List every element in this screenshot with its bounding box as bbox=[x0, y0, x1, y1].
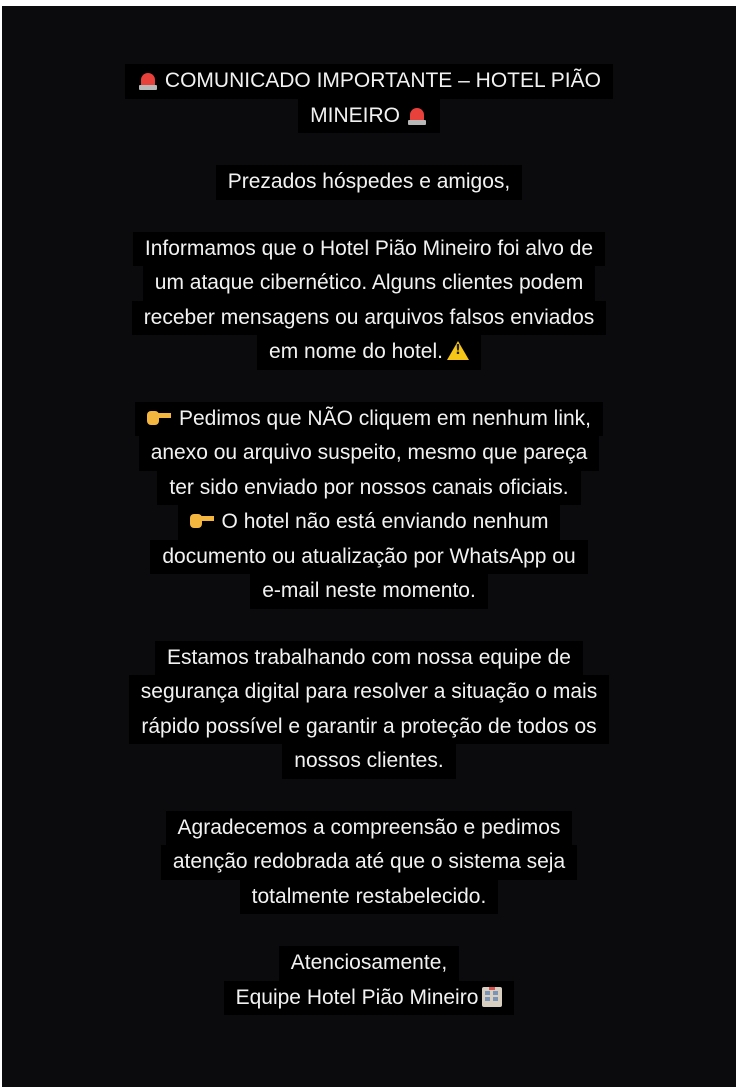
announcement-title bbox=[2, 64, 736, 133]
text-line: Estamos trabalhando com nossa equipe de bbox=[155, 641, 583, 676]
text-line: Informamos que o Hotel Pião Mineiro foi alvo de bbox=[133, 232, 605, 267]
text-line: atenção redobrada até que o sistema seja bbox=[161, 845, 577, 880]
closing-line: Atenciosamente, bbox=[279, 946, 459, 981]
greeting bbox=[2, 165, 736, 200]
text-line: Pedimos que NÃO cliquem em nenhum link, bbox=[135, 402, 603, 437]
signature-line: Equipe Hotel Pião Mineiro bbox=[224, 981, 515, 1016]
text-line: rápido possível e garantir a proteção de todos os bbox=[129, 710, 608, 745]
announcement-text bbox=[2, 64, 736, 1015]
warning-icon bbox=[447, 341, 469, 360]
text-line: nossos clientes. bbox=[282, 744, 455, 779]
text-line: totalmente restabelecido. bbox=[240, 880, 499, 915]
paragraph-thanks bbox=[2, 811, 736, 915]
text-line: ter sido enviado por nossos canais oficiais. bbox=[157, 471, 580, 506]
title-line: MINEIRO bbox=[298, 99, 440, 134]
siren-icon bbox=[139, 71, 157, 90]
text-line: Agradecemos a compreensão e pedimos bbox=[166, 811, 573, 846]
paragraph-instructions bbox=[2, 402, 736, 609]
greeting-line: Prezados hóspedes e amigos, bbox=[216, 165, 523, 200]
text-line: receber mensagens ou arquivos falsos enviados bbox=[132, 301, 607, 336]
text-line: em nome do hotel.! bbox=[257, 335, 481, 370]
text-line: anexo ou arquivo suspeito, mesmo que pareça bbox=[139, 436, 600, 471]
text-line: documento ou atualização por WhatsApp ou bbox=[150, 540, 587, 575]
pointing-finger-icon bbox=[190, 514, 214, 528]
text-line: e-mail neste momento. bbox=[250, 574, 488, 609]
text-line: segurança digital para resolver a situação o mais bbox=[129, 675, 609, 710]
story-screen bbox=[2, 6, 736, 1087]
paragraph-security bbox=[2, 641, 736, 779]
signoff bbox=[2, 946, 736, 1015]
paragraph-attack bbox=[2, 232, 736, 370]
siren-icon bbox=[408, 106, 426, 125]
hotel-icon bbox=[482, 987, 502, 1007]
text-line: O hotel não está enviando nenhum bbox=[178, 505, 561, 540]
pointing-finger-icon bbox=[147, 411, 171, 425]
title-line: COMUNICADO IMPORTANTE – HOTEL PIÃO bbox=[125, 64, 613, 99]
text-line: um ataque cibernético. Alguns clientes podem bbox=[143, 266, 595, 301]
